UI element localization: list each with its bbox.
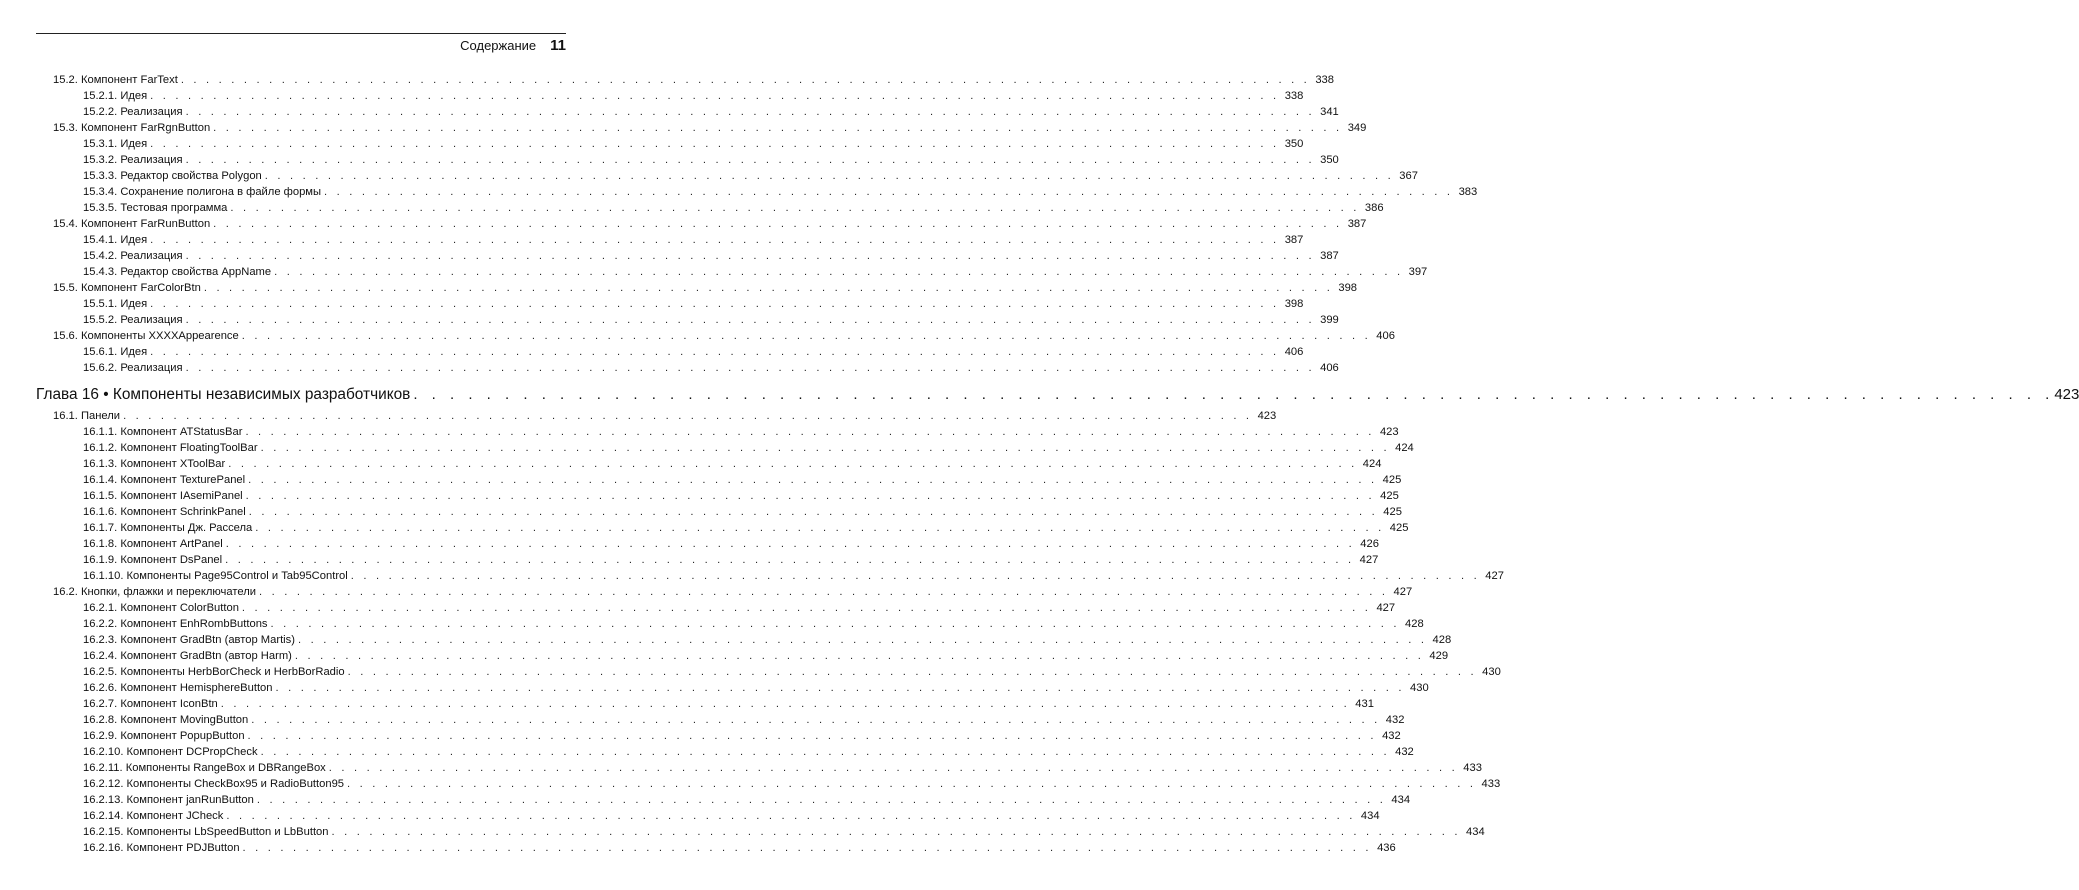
- toc-entry-label: 16.1.9. Компонент DsPanel: [83, 554, 223, 566]
- toc-leader-dots: . . . . . . . . . . . . . . . . . . . . . . . . . . . . . . . . . . . . . . . . . . . . . . . . . . . . . . . . . . . . . . . . . . . . . . . . . . . . . . . . . . . . . . . . . .: [347, 666, 1477, 678]
- toc-entry: [83, 664, 1501, 680]
- toc-entry-page-number: 383: [1458, 186, 1478, 198]
- toc-entry-label: 16.1.10. Компоненты Page95Control и Tab95Control: [83, 570, 348, 582]
- toc-entry: [83, 536, 1379, 552]
- chapter-page-number: 423: [2054, 386, 2079, 403]
- toc-entry-label: 15.4. Компонент FarRunButton: [53, 218, 211, 230]
- toc-entry-page-number: 398: [1338, 282, 1358, 294]
- toc-entry: [83, 760, 1482, 776]
- toc-entry-page-number: 387: [1347, 218, 1367, 230]
- toc-entry-page-number: 433: [1463, 762, 1482, 774]
- toc-entry-page-number: 432: [1395, 746, 1414, 758]
- toc-entry: [83, 88, 1304, 104]
- toc-entry-label: 16.2.1. Компонент ColorButton: [83, 602, 239, 614]
- toc-entry-label: 16.2.6. Компонент HemisphereButton: [83, 682, 273, 694]
- toc-leader-dots: . . . . . . . . . . . . . . . . . . . . . . . . . . . . . . . . . . . . . . . . . . . . . . . . . . . . . . . . . . . . . . . . . . . . . . . . . . . . . . . . . . . . . . . . . .: [241, 602, 1372, 614]
- toc-leader-dots: . . . . . . . . . . . . . . . . . . . . . . . . . . . . . . . . . . . . . . . . . . . . . . . . . . . . . . . . . . . . . . . . . . . . . . . . . . . . . . . . . . . . . . . . . .: [213, 122, 1343, 134]
- toc-leader-dots: . . . . . . . . . . . . . . . . . . . . . . . . . . . . . . . . . . . . . . . . . . . . . . . . . . . . . . . . . . . . . . . . . . . . . . . . . . . . . . . . . . . . . . . . . .: [203, 282, 1334, 294]
- toc-entry-page-number: 424: [1395, 442, 1414, 454]
- toc-entry-page-number: 387: [1320, 250, 1339, 262]
- toc-entry-page-number: 350: [1320, 154, 1339, 166]
- toc-entry-page-number: 434: [1360, 810, 1380, 822]
- toc-entry: [83, 152, 1339, 168]
- toc-entry: [83, 232, 1304, 248]
- toc-entry-page-number: 428: [1405, 618, 1424, 630]
- toc-entry-label: 15.3.4. Сохранение полигона в файле формы: [83, 186, 322, 198]
- toc-entry-label: 15.4.2. Реализация: [83, 250, 183, 262]
- toc-entry-label: 16.2. Кнопки, флажки и переключатели: [53, 586, 256, 598]
- toc-entry-page-number: 399: [1320, 314, 1339, 326]
- toc-entry: [83, 728, 1401, 744]
- toc-entry-label: 16.1.3. Компонент XToolBar: [83, 458, 226, 470]
- toc-entry-page-number: 406: [1320, 362, 1339, 374]
- toc-entry-label: 15.2.2. Реализация: [83, 106, 183, 118]
- toc-entry-page-number: 427: [1393, 586, 1413, 598]
- toc-entry-page-number: 424: [1362, 458, 1382, 470]
- toc-entry-page-number: 427: [1359, 554, 1379, 566]
- toc-entry-page-number: 398: [1284, 298, 1304, 310]
- toc-entry-page-number: 427: [1376, 602, 1396, 614]
- toc-entry-page-number: 432: [1382, 730, 1401, 742]
- toc-entry-page-number: 429: [1429, 650, 1449, 662]
- toc-entry-label: 16.1.4. Компонент TexturePanel: [83, 474, 246, 486]
- toc-leader-dots: . . . . . . . . . . . . . . . . . . . . . . . . . . . . . . . . . . . . . . . . . . . . . . . . . . . . . . . . . . . . . . . . . . . . . . . . . . . . . . . . . . . . . . . . . .: [123, 410, 1253, 422]
- toc-entry: [83, 168, 1418, 184]
- toc-leader-dots: . . . . . . . . . . . . . . . . . . . . . . . . . . . . . . . . . . . . . . . . . . . . . . . . . . . . . . . . . . . . . . . . . . . . . . . . . . . . . . . . . . . . . . . . . .: [331, 826, 1461, 838]
- toc-entry-page-number: 432: [1385, 714, 1405, 726]
- toc-leader-dots: . . . . . . . . . . . . . . . . . . . . . . . . . . . . . . . . . . . . . . . . . . . . . . . . . . . . . . . . . . . . . . . . . . . . . . . . . . . . . . . . . . . . . . . . . .: [185, 250, 1315, 262]
- toc-entry-label: 15.3.3. Редактор свойства Polygon: [83, 170, 262, 182]
- toc-entry: [83, 472, 1402, 488]
- toc-entry: [53, 120, 1367, 136]
- toc-entry: [83, 440, 1414, 456]
- toc-entry: [83, 680, 1429, 696]
- toc-leader-dots: . . . . . . . . . . . . . . . . . . . . . . . . . . . . . . . . . . . . . . . . . . . . . . . . . . . . . . . . . . . . . . . . . . . . . . . . . . . . . . . . . . . . . . . . . .: [255, 522, 1385, 534]
- toc-leader-dots: . . . . . . . . . . . . . . . . . . . . . . . . . . . . . . . . . . . . . . . . . . . . . . . . . . . . . . . . . . . . . . . . . . . . . . . . . . . . . . . . . . . . . . . . . .: [230, 202, 1360, 214]
- toc-leader-dots: . . . . . . . . . . . . . . . . . . . . . . . . . . . . . . . . . . . . . . . . . . . . . . . . . . . . . . . . . . . . . . . . . . . . . . . . . . . . . . . . . . . . . . . . . .: [260, 442, 1390, 454]
- toc-entry-page-number: 423: [1257, 410, 1277, 422]
- toc-leader-dots: . . . . . . . . . . . . . . . . . . . . . . . . . . . . . . . . . . . . . . . . . . . . . . . . . . . . . . . . . . . . . . . . . . . . . . . . . . . . . . . . . . . . . . . . . .: [247, 730, 1377, 742]
- toc-leader-dots: . . . . . . . . . . . . . . . . . . . . . . . . . . . . . . . . . . . . . . . . . . . . . . . . . . . . . . . . . . . . . . . . . . . . . . . . . . . . . . . . . . . . . . . . . .: [258, 586, 1389, 598]
- toc-leader-dots: . . . . . . . . . . . . . . . . . . . . . . . . . . . . . . . . . . . . . . . . . . . . . . . . . . . . . . . . . . . . . . . . . . . . . . . . . . . . . . . . . . . . . . . . . .: [256, 794, 1387, 806]
- toc-entry: [83, 648, 1449, 664]
- toc-entry-label: 16.1.2. Компонент FloatingToolBar: [83, 442, 258, 454]
- toc-leader-dots: . . . . . . . . . . . . . . . . . . . . . . . . . . . . . . . . . . . . . . . . . . . . . . . . . . . . . . . . . . . . . . . . . . . . . . . . . . . . . . . . . . . . . . . . . .: [228, 458, 1358, 470]
- toc-entry-page-number: 386: [1364, 202, 1384, 214]
- toc-entry-label: 16.2.14. Компонент JCheck: [83, 810, 224, 822]
- toc-entry: [83, 296, 1304, 312]
- toc-entry-label: 15.6. Компоненты XXXXAppearence: [53, 330, 239, 342]
- toc-leader-dots: . . . . . . . . . . . . . . . . . . . . . . . . . . . . . . . . . . . . . . . . . . . . . . . . . . . . . . . . . . . . . . . . . . . . . . . . . . . . . . . . . . . . . . . . . .: [185, 154, 1315, 166]
- toc-leader-dots: . . . . . . . . . . . . . . . . . . . . . . . . . . . . . . . . . . . . . . . . . . . . . . . . . . . . . . . . . . . . . . . . . . . . . . . . . . . . . . . . . . . . . . . . . .: [270, 618, 1400, 630]
- toc-entry-page-number: 425: [1382, 474, 1402, 486]
- toc-entry-label: 16.2.13. Компонент janRunButton: [83, 794, 254, 806]
- toc-entry: [83, 456, 1382, 472]
- toc-entry-label: 16.2.9. Компонент PopupButton: [83, 730, 245, 742]
- toc-leader-dots: . . . . . . . . . . . . . . . . . . . . . . . . . . . . . . . . . . . . . . . . . . . . . . . . . . . . . . . . . . . . . . . . . . . . . . . . . . . . . . . . . . . . . . . . . .: [185, 314, 1315, 326]
- toc-leader-dots: . . . . . . . . . . . . . . . . . . . . . . . . . . . . . . . . . . . . . . . . . . . . . . . . . . . . . . . . . . . . . . . . . . . . . . . . . . . . . . . . . . . . . . . . . .: [294, 650, 1425, 662]
- toc-leader-dots: . . . . . . . . . . . . . . . . . . . . . . . . . . . . . . . . . . . . . . . . . . . . . . . . . . . . . . . . . . . . . . . . . . . . . . . . . . . . . . . . . . . . . . . . . .: [213, 218, 1343, 230]
- toc-entry: [83, 552, 1379, 568]
- toc-entry: [83, 792, 1411, 808]
- toc-leader-dots: . . . . . . . . . . . . . . . . . . . . . . . . . . . . . . . . . . . . . . . . . . . . . . . . . . . . . . . . . . . . . . . . . . . . . . . . . . . . . . . . . . . . . . . . . .: [260, 746, 1390, 758]
- toc-entry-label: 15.4.3. Редактор свойства AppName: [83, 266, 272, 278]
- toc-entry: [83, 104, 1339, 120]
- toc-leader-dots: . . . . . . . . . . . . . . . . . . . . . . . . . . . . . . . . . . . . . . . . . . . . . . . . . . . . . . . . . . . . . . . . . . . . . . . . . . . . . . . . . . . . . . . . . .: [150, 346, 1280, 358]
- toc-leader-dots: . . . . . . . . . . . . . . . . . . . . . . . . . . . . . . . . . . . . . . . . . . . . . . . . . . . . . . . . . . . . . . . . . . . . . . . . . . . . . . . . . . . . . . . . . .: [185, 362, 1315, 374]
- toc-entry: [83, 632, 1452, 648]
- toc-entry-page-number: 367: [1399, 170, 1418, 182]
- toc-entry: [53, 216, 1367, 232]
- toc-leader-dots: . . . . . . . . . . . . . . . . . . . . . . . . . . . . . . . . . . . . . . . . . . . . . . . . . . . . . . . . . . . . . . . . . . . . . . . . . . . . . . . . . . . . . . . . . .: [220, 698, 1350, 710]
- toc-leader-dots: . . . . . . . . . . . . . . . . . . . . . . . . . . . . . . . . . . . . . . . . . . . . . . . . . . . . . . . . . . . . . . . . . . . . . . . . . . . . . . . . . . . . . . . . . .: [150, 138, 1280, 150]
- toc-entry-label: 16.1.5. Компонент IAsemiPanel: [83, 490, 243, 502]
- toc-entry-label: 16.2.8. Компонент MovingButton: [83, 714, 249, 726]
- toc-entry-page-number: 434: [1466, 826, 1485, 838]
- toc-leader-dots: . . . . . . . . . . . . . . . . . . . . . . . . . . . . . . . . . . . . . . . . . . . . . . . . . . . . . . . . . . . . . . . . . . . . . . . . . . . . . . . . . . . . . . . . . .: [241, 330, 1371, 342]
- toc-entry-page-number: 349: [1347, 122, 1367, 134]
- toc-entry-page-number: 423: [1379, 426, 1399, 438]
- toc-entry: [83, 488, 1399, 504]
- toc-leader-dots: . . . . . . . . . . . . . . . . . . . . . . . . . . . . . . . . . . . . . . . . . . . . . . . . . . . . . . . . . . . . . . . . . . . . . . . . . . . . . . . . . . . . . . . . . .: [248, 474, 1378, 486]
- toc-entry-label: 15.5.2. Реализация: [83, 314, 183, 326]
- toc-entry-label: 15.3.1. Идея: [83, 138, 148, 150]
- toc-chapter-16: [36, 382, 2079, 408]
- toc-entry: [83, 776, 1501, 792]
- chapter-title: Глава 16 • Компоненты независимых разработчиков: [36, 386, 411, 403]
- toc-entry-page-number: 434: [1391, 794, 1411, 806]
- toc-leader-dots: . . . . . . . . . . . . . . . . . . . . . . . . . . . . . . . . . . . . . . . . . . . . . . . . . . . . . . . . . . . . . . . . . . . . . . . . . . . . . . . . . . . . . . . . . .: [180, 74, 1310, 86]
- toc-entry-page-number: 426: [1360, 538, 1379, 550]
- toc-leader-dots: . . . . . . . . . . . . . . . . . . . . . . . . . . . . . . . . . . . . . . . . . . . . . . . . . . . . . . . . . . . . . . . . . . . . . . . . . . . . . . . . . . . . . . . . . .: [225, 538, 1355, 550]
- toc-leader-dots: . . . . . . . . . . . . . . . . . . . . . . . . . . . . . . . . . . . . . . . . . . . . . . . . . . . . . . . . . . . . . . . . . . . . . . . . . . . . . . . . . . . . . . . . . .: [150, 234, 1280, 246]
- toc-entry: [83, 744, 1414, 760]
- toc-entry-label: 15.2.1. Идея: [83, 90, 148, 102]
- toc-entry: [83, 312, 1339, 328]
- toc-entry-page-number: 436: [1377, 842, 1396, 854]
- toc-entry: [83, 504, 1402, 520]
- toc-entry-label: 15.3.5. Тестовая программа: [83, 202, 228, 214]
- toc-entry-page-number: 425: [1389, 522, 1409, 534]
- toc-leader-dots: . . . . . . . . . . . . . . . . . . . . . . . . . . . . . . . . . . . . . . . . . . . . . . . . . . . . . . . . . . . . . . . . . . . . . . . . . . . . . . . . . . . . . . . . . .: [350, 570, 1480, 582]
- toc-entry-label: 15.6.2. Реализация: [83, 362, 183, 374]
- toc-leader-dots: . . . . . . . . . . . . . . . . . . . . . . . . . . . . . . . . . . . . . . . . . . . . . . . . . . . . . . . . . . . . . . . . . . . . . . . . . . . . . . . . . . . . . . . . . .: [298, 634, 1428, 646]
- toc-entry-page-number: 338: [1284, 90, 1304, 102]
- toc-entry-page-number: 338: [1315, 74, 1334, 86]
- toc-leader-dots: . . . . . . . . . . . . . . . . . . . . . . . . . . . . . . . . . . . . . . . . . . . . . . . . . . . . . . . . . . . . . . . . . . . . . . . . . . . . . . . . . . . . . . . . . .: [324, 186, 1454, 198]
- toc-entry-label: 16.2.11. Компоненты RangeBox и DBRangeBox: [83, 762, 326, 774]
- toc-entry-label: 16.1.6. Компонент SchrinkPanel: [83, 506, 246, 518]
- toc-section-15: [0, 72, 1478, 376]
- toc-entry: [83, 520, 1409, 536]
- toc-entry-label: 15.5.1. Идея: [83, 298, 148, 310]
- toc-section-16: [0, 408, 1504, 856]
- toc-entry-label: 15.2. Компонент FarText: [53, 74, 178, 86]
- toc-entry-label: 16.2.10. Компонент DCPropCheck: [83, 746, 258, 758]
- table-of-contents: [0, 72, 2079, 856]
- toc-entry-page-number: 387: [1284, 234, 1304, 246]
- toc-entry-page-number: 341: [1320, 106, 1339, 118]
- toc-entry: [53, 328, 1395, 344]
- toc-entry: [83, 360, 1339, 376]
- chapter-leader-dots: . . . . . . . . . . . . . . . . . . . . . . . . . . . . . . . . . . . . . . . . . . . . . . . . . . . . . . . . . . . . . . . . . . . . . . . . . . . . . . . . . . . . . . . . . .: [413, 386, 2055, 403]
- toc-entry: [83, 344, 1304, 360]
- toc-entry: [83, 200, 1384, 216]
- toc-entry-label: 16.2.3. Компонент GradBtn (автор Martis): [83, 634, 295, 646]
- toc-entry: [83, 616, 1424, 632]
- toc-entry-label: 16.2.7. Компонент IconBtn: [83, 698, 218, 710]
- toc-entry-label: 16.1.7. Компоненты Дж. Рассела: [83, 522, 253, 534]
- toc-entry: [53, 584, 1413, 600]
- toc-entry-label: 16.1. Панели: [53, 410, 121, 422]
- toc-entry-label: 15.5. Компонент FarColorBtn: [53, 282, 201, 294]
- toc-leader-dots: . . . . . . . . . . . . . . . . . . . . . . . . . . . . . . . . . . . . . . . . . . . . . . . . . . . . . . . . . . . . . . . . . . . . . . . . . . . . . . . . . . . . . . . . . .: [264, 170, 1394, 182]
- toc-entry: [53, 280, 1358, 296]
- toc-entry-label: 16.2.16. Компонент PDJButton: [83, 842, 240, 854]
- toc-entry-label: 15.6.1. Идея: [83, 346, 148, 358]
- toc-entry-label: 16.2.2. Компонент EnhRombButtons: [83, 618, 268, 630]
- toc-entry: [83, 712, 1405, 728]
- toc-entry-page-number: 433: [1481, 778, 1501, 790]
- toc-leader-dots: . . . . . . . . . . . . . . . . . . . . . . . . . . . . . . . . . . . . . . . . . . . . . . . . . . . . . . . . . . . . . . . . . . . . . . . . . . . . . . . . . . . . . . . . . .: [245, 426, 1375, 438]
- toc-entry-page-number: 406: [1284, 346, 1304, 358]
- toc-entry-page-number: 397: [1408, 266, 1428, 278]
- toc-entry: [83, 840, 1396, 856]
- toc-entry-page-number: 430: [1410, 682, 1429, 694]
- toc-entry-page-number: 350: [1284, 138, 1304, 150]
- toc-entry: [83, 808, 1380, 824]
- toc-entry: [83, 424, 1399, 440]
- toc-entry-label: 16.2.4. Компонент GradBtn (автор Harm): [83, 650, 292, 662]
- toc-entry: [83, 184, 1478, 200]
- toc-entry-page-number: 430: [1482, 666, 1501, 678]
- toc-leader-dots: . . . . . . . . . . . . . . . . . . . . . . . . . . . . . . . . . . . . . . . . . . . . . . . . . . . . . . . . . . . . . . . . . . . . . . . . . . . . . . . . . . . . . . . . . .: [347, 778, 1477, 790]
- toc-entry-label: 16.2.5. Компоненты HerbBorCheck и HerbBorRadio: [83, 666, 345, 678]
- toc-entry: [83, 136, 1304, 152]
- toc-entry: [83, 824, 1485, 840]
- toc-entry-page-number: 427: [1485, 570, 1504, 582]
- running-header-page-number: 11: [550, 37, 566, 54]
- toc-leader-dots: . . . . . . . . . . . . . . . . . . . . . . . . . . . . . . . . . . . . . . . . . . . . . . . . . . . . . . . . . . . . . . . . . . . . . . . . . . . . . . . . . . . . . . . . . .: [248, 506, 1378, 518]
- toc-entry-page-number: 425: [1380, 490, 1399, 502]
- toc-leader-dots: . . . . . . . . . . . . . . . . . . . . . . . . . . . . . . . . . . . . . . . . . . . . . . . . . . . . . . . . . . . . . . . . . . . . . . . . . . . . . . . . . . . . . . . . . .: [226, 810, 1356, 822]
- toc-entry-label: 15.4.1. Идея: [83, 234, 148, 246]
- toc-entry-page-number: 428: [1432, 634, 1452, 646]
- toc-entry: [53, 72, 1334, 88]
- toc-entry-label: 16.1.1. Компонент ATStatusBar: [83, 426, 243, 438]
- toc-entry: [83, 600, 1396, 616]
- running-header-title: Содержание: [460, 38, 537, 53]
- toc-entry-label: 16.2.12. Компоненты CheckBox95 и RadioButton95: [83, 778, 345, 790]
- running-header: [36, 37, 566, 57]
- toc-entry: [83, 264, 1428, 280]
- toc-leader-dots: . . . . . . . . . . . . . . . . . . . . . . . . . . . . . . . . . . . . . . . . . . . . . . . . . . . . . . . . . . . . . . . . . . . . . . . . . . . . . . . . . . . . . . . . . .: [150, 298, 1280, 310]
- toc-entry-page-number: 406: [1376, 330, 1395, 342]
- toc-leader-dots: . . . . . . . . . . . . . . . . . . . . . . . . . . . . . . . . . . . . . . . . . . . . . . . . . . . . . . . . . . . . . . . . . . . . . . . . . . . . . . . . . . . . . . . . . .: [242, 842, 1372, 854]
- toc-leader-dots: . . . . . . . . . . . . . . . . . . . . . . . . . . . . . . . . . . . . . . . . . . . . . . . . . . . . . . . . . . . . . . . . . . . . . . . . . . . . . . . . . . . . . . . . . .: [225, 554, 1355, 566]
- toc-entry-label: 15.3. Компонент FarRgnButton: [53, 122, 211, 134]
- toc-entry-label: 16.1.8. Компонент ArtPanel: [83, 538, 223, 550]
- toc-leader-dots: . . . . . . . . . . . . . . . . . . . . . . . . . . . . . . . . . . . . . . . . . . . . . . . . . . . . . . . . . . . . . . . . . . . . . . . . . . . . . . . . . . . . . . . . . .: [251, 714, 1381, 726]
- toc-entry-page-number: 425: [1383, 506, 1402, 518]
- toc-entry-label: 16.2.15. Компоненты LbSpeedButton и LbButton: [83, 826, 329, 838]
- toc-entry-page-number: 431: [1355, 698, 1374, 710]
- toc-entry: [83, 248, 1339, 264]
- toc-leader-dots: . . . . . . . . . . . . . . . . . . . . . . . . . . . . . . . . . . . . . . . . . . . . . . . . . . . . . . . . . . . . . . . . . . . . . . . . . . . . . . . . . . . . . . . . . .: [328, 762, 1458, 774]
- toc-leader-dots: . . . . . . . . . . . . . . . . . . . . . . . . . . . . . . . . . . . . . . . . . . . . . . . . . . . . . . . . . . . . . . . . . . . . . . . . . . . . . . . . . . . . . . . . . .: [275, 682, 1405, 694]
- toc-leader-dots: . . . . . . . . . . . . . . . . . . . . . . . . . . . . . . . . . . . . . . . . . . . . . . . . . . . . . . . . . . . . . . . . . . . . . . . . . . . . . . . . . . . . . . . . . .: [185, 106, 1315, 118]
- toc-entry: [83, 696, 1374, 712]
- toc-leader-dots: . . . . . . . . . . . . . . . . . . . . . . . . . . . . . . . . . . . . . . . . . . . . . . . . . . . . . . . . . . . . . . . . . . . . . . . . . . . . . . . . . . . . . . . . . .: [245, 490, 1375, 502]
- toc-leader-dots: . . . . . . . . . . . . . . . . . . . . . . . . . . . . . . . . . . . . . . . . . . . . . . . . . . . . . . . . . . . . . . . . . . . . . . . . . . . . . . . . . . . . . . . . . .: [150, 90, 1280, 102]
- toc-leader-dots: . . . . . . . . . . . . . . . . . . . . . . . . . . . . . . . . . . . . . . . . . . . . . . . . . . . . . . . . . . . . . . . . . . . . . . . . . . . . . . . . . . . . . . . . . .: [274, 266, 1404, 278]
- toc-entry-label: 15.3.2. Реализация: [83, 154, 183, 166]
- toc-entry: [83, 568, 1504, 584]
- header-rule: [36, 33, 566, 34]
- toc-entry: [53, 408, 1277, 424]
